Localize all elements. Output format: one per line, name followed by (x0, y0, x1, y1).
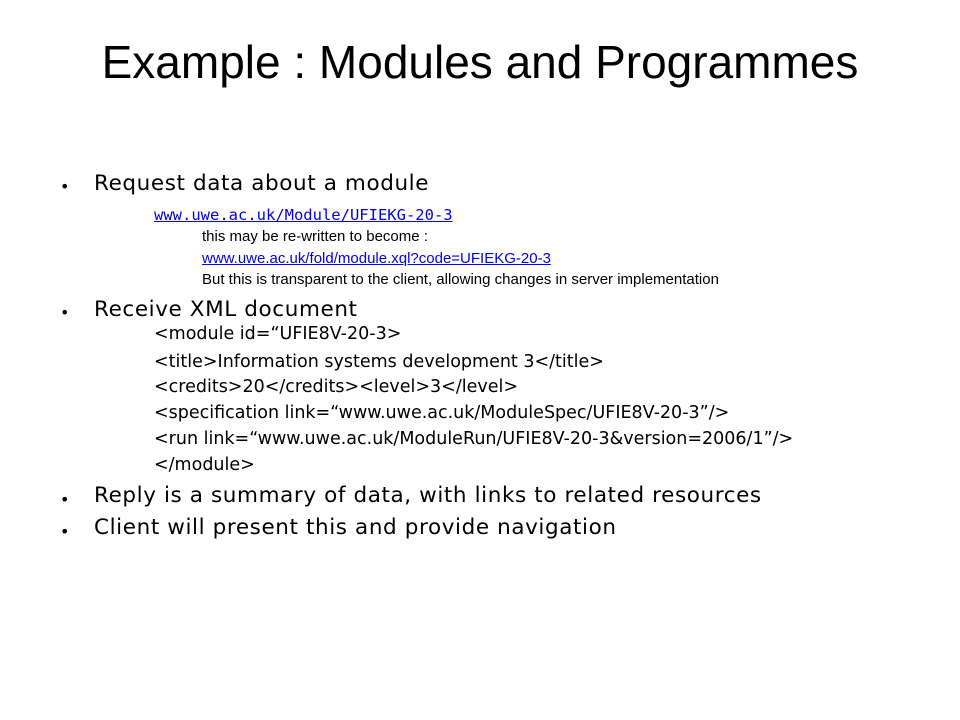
bullet-client-navigation: Client will present this and provide navigation (94, 515, 617, 540)
xml-line: <module id=“UFIE8V-20-3> (154, 324, 402, 344)
bullet-request-data: Request data about a module (94, 171, 430, 196)
xml-line: <run link=“www.uwe.ac.uk/ModuleRun/UFIE8V-20-3&version=2006/1”/> (154, 429, 794, 449)
rewritten-link[interactable]: www.uwe.ac.uk/fold/module.xql?code=UFIEKG-20-3 (202, 250, 551, 267)
rewrite-note: this may be re-written to become : (202, 228, 428, 245)
bullet-dot: • (60, 522, 70, 541)
bullet-dot: • (60, 303, 70, 322)
xml-line: <specification link=“www.uwe.ac.uk/ModuleSpec/UFIE8V-20-3”/> (154, 403, 730, 423)
slide-title: Example : Modules and Programmes (101, 36, 859, 88)
bullet-dot: • (60, 490, 70, 509)
bullet-dot: • (60, 177, 70, 196)
transparency-note: But this is transparent to the client, allowing changes in server implementation (202, 271, 719, 288)
xml-line: <credits>20</credits><level>3</level> (154, 377, 519, 397)
xml-line: </module> (154, 455, 255, 475)
xml-line: <title>Information systems development 3</title> (154, 352, 604, 372)
bullet-receive-xml: Receive XML document (94, 297, 358, 322)
bullet-reply-summary: Reply is a summary of data, with links to related resources (94, 483, 762, 508)
module-link[interactable]: www.uwe.ac.uk/Module/UFIEKG-20-3 (154, 206, 453, 224)
